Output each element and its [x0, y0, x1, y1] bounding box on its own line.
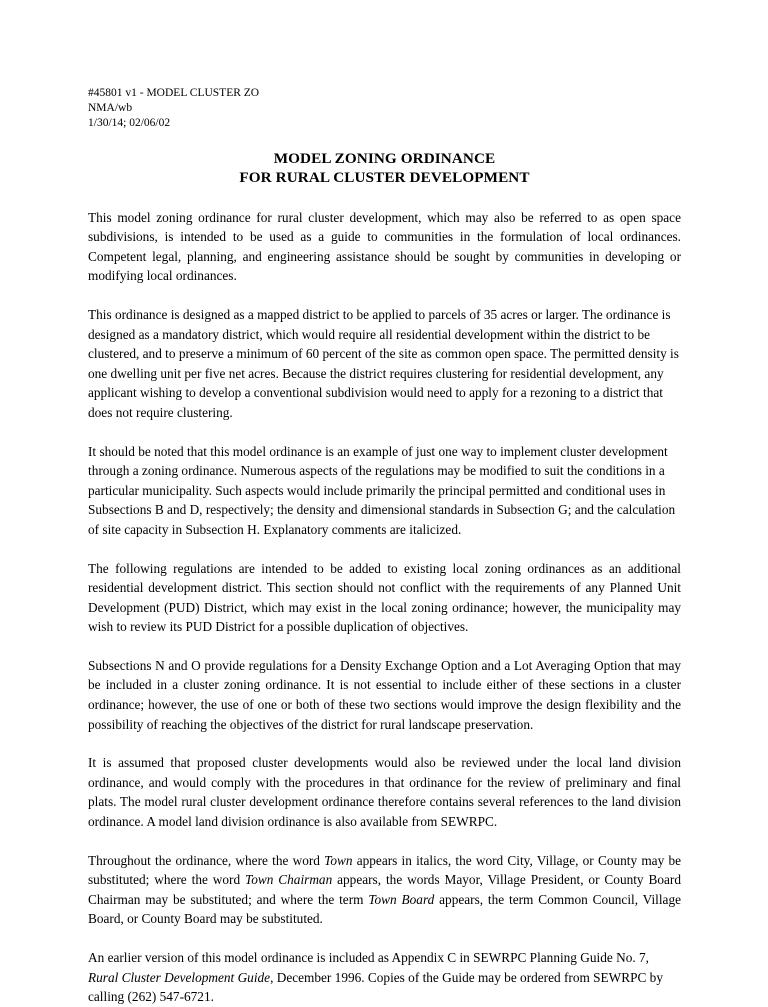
page-content: [88, 86, 681, 1007]
italic-term: Rural Cluster Development Guide: [88, 969, 271, 985]
page-title: [88, 149, 681, 188]
text-run: It is assumed that proposed cluster developments would also be reviewed under the local land division ordinance, and would comply with the procedures in that ordinance for the review of preliminary and final plats. The model rural cluster development ordinance therefore contains several references to the land division ordinance. A model land division ordinance is also available from SEWRPC.: [88, 755, 681, 830]
paragraph-added-to-local-ordinances: [88, 559, 681, 637]
text-run: This ordinance is designed as a mapped district to be applied to parcels of 35 acres or larger. The ordinance is designed as a mandatory district, which would require all residential development within the district to be clustered, and to preserve a minimum of 60 percent of the site as common open space. The permitted density is one dwelling unit per five net acres. Because the district requires clustering for residential development, any applicant wishing to develop a conventional subdivision would need to apply for a rezoning to a district that does not require clustering.: [88, 306, 679, 420]
paragraph-land-division-review: [88, 753, 681, 831]
italic-term: Town Chairman: [245, 872, 333, 888]
memo-header: [88, 86, 681, 132]
text-run: An earlier version of this model ordinance is included as Appendix C in SEWRPC Planning Guide No. 7,: [88, 950, 649, 966]
body-copy: [88, 208, 681, 1007]
paragraph-mapped-district-design: [88, 305, 681, 423]
text-run: appears, the term Common Council, Village Board, or County Board may be substituted.: [88, 891, 681, 927]
text-run: appears in italics, the word City, Village, or County may be substituted; where the word: [88, 852, 681, 888]
paragraph-town-terminology-substitution: [88, 851, 681, 929]
page-title-line-2: FOR RURAL CLUSTER DEVELOPMENT: [239, 169, 530, 187]
memo-line-document-id: #45801 v1 - MODEL CLUSTER ZO: [88, 87, 260, 99]
text-run: This model zoning ordinance for rural cluster development, which may also be referred to as open space subdivisions, is intended to be used as a guide to communities in the formulation of local ordinances. Competent legal, planning, and engineering assistance should be sought by communities in developing or modifying local ordinances.: [88, 209, 681, 284]
text-run: appears, the words Mayor, Village President, or County Board Chairman may be substituted; and where the term: [88, 872, 681, 907]
italic-term: Town Board: [368, 891, 435, 907]
text-run: Subsections N and O provide regulations for a Density Exchange Option and a Lot Averaging Option that may be included in a cluster zoning ordinance. It is not essential to include either of these sections in a cluster ordinance; however, the use of one or both of these two sections would improve the design flexibility and the possibility of reaching the objectives of the district for rural landscape preservation.: [88, 657, 681, 732]
text-run: , December 1996. Copies of the Guide may be ordered from SEWRPC by calling (262) 547-6721.: [88, 969, 663, 1005]
paragraph-intro-purpose: [88, 208, 681, 286]
text-run: The following regulations are intended to be added to existing local zoning ordinances as an additional residential development district. This section should not conflict with the requirements of any Planned Unit Development (PUD) District, which may exist in the local zoning ordinance; however, the municipality may wish to review its PUD District for a possible duplication of objectives.: [88, 560, 681, 635]
memo-line-dates: 1/30/14; 02/06/02: [88, 117, 171, 130]
paragraph-example-implementation: [88, 442, 681, 540]
paragraph-subsections-n-and-o: [88, 656, 681, 734]
text-run: It should be noted that this model ordinance is an example of just one way to implement cluster development through a zoning ordinance. Numerous aspects of the regulations may be modified to suit the conditions in a particular municipality. Such aspects would include primarily the principal permitted and conditional uses in Subsections B and D, respectively; the density and dimensional standards in Subsection G; and the calculation of site capacity in Subsection H. Explanatory comments are italicized.: [88, 443, 676, 537]
paragraph-earlier-version-appendix: [88, 948, 681, 1007]
memo-line-author-initials: NMA/wb: [88, 102, 133, 115]
italic-term: Town: [324, 852, 353, 868]
text-run: Throughout the ordinance, where the word: [88, 852, 325, 868]
page-title-line-1: MODEL ZONING ORDINANCE: [273, 149, 496, 167]
